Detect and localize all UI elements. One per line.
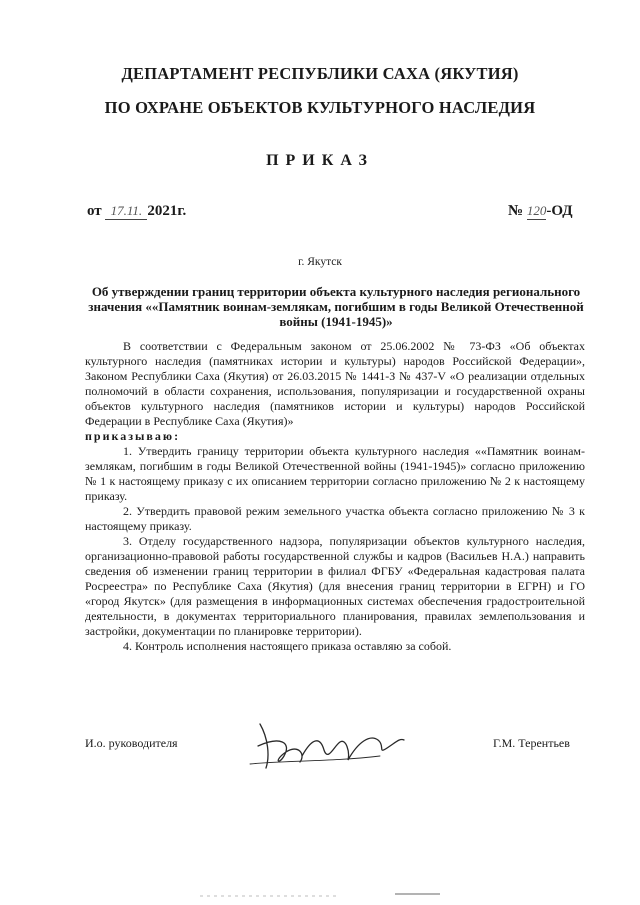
department-name-line1: ДЕПАРТАМЕНТ РЕСПУБЛИКИ САХА (ЯКУТИЯ) <box>121 64 519 83</box>
date-prefix: от <box>87 203 102 219</box>
signatory-position: И.о. руководителя <box>85 736 178 750</box>
date-year: 2021г. <box>147 203 187 219</box>
order-number <box>508 203 573 220</box>
item-4: 4. Контроль исполнения настоящего приказа оставляю за собой. <box>123 639 452 653</box>
signatory-name: Г.М. Терентьев <box>493 736 570 750</box>
scan-artifact <box>0 888 640 905</box>
order-title: Об утверждении границ территории объекта культурного наследия регионального значения ««Памятник воинам-землякам, погибшим в годы Великой Отечественной войны (1941-1945)» <box>88 284 584 329</box>
item-2: 2. Утвердить правовой режим земельного участка объекта согласно приложению № 3 к настоящему приказу. <box>85 504 585 533</box>
number-prefix: № <box>508 203 524 219</box>
item-1: 1. Утвердить границу территории объекта культурного наследия ««Памятник воинам-землякам, погибшим в годы Великой Отечественной войны (1941-1945)» согласно приложению № 1 к настоящему приказу с их описанием территории согласно приложению № 2 к настоящему приказу. <box>85 444 585 503</box>
date-handwritten: 17.11. <box>105 203 147 220</box>
item-3: 3. Отделу государственного надзора, популяризации объектов культурного наследия, организационно-правовой работы государственной службы и кадров (Васильев Н.А.) направить сведения об изменении границ территории в филиал ФГБУ «Федеральная кадастровая палата Росреестра» по Республике Саха (Якутия) (для внесения границ территории в ЕГРН) и ГО «город Якутск» (для размещения в информационных системах обеспечения градостроительной деятельности, в документах территориального планирования, правилах землепользования и застройки, документации по планировке территории). <box>85 534 585 638</box>
order-date <box>87 203 186 220</box>
preamble-paragraph: В соответствии с Федеральным законом от 25.06.2002 № 73-ФЗ «Об объектах культурного наследия (памятниках истории и культуры) народов Российской Федерации», Законом Республики Саха (Якутия) от 26.03.2015 № 1441-З № 437-V «О реализации отдельных полномочий в области сохранения, использования, популяризации и государственной охраны объектов культурного наследия (памятников истории и культуры) народов Российской Федерации в Республике Саха (Якутия)» <box>85 339 585 428</box>
document-type: ПРИКАЗ <box>266 152 374 169</box>
handwritten-signature <box>240 716 410 776</box>
department-name-line2: ПО ОХРАНЕ ОБЪЕКТОВ КУЛЬТУРНОГО НАСЛЕДИЯ <box>104 98 536 117</box>
order-body <box>85 339 585 654</box>
number-handwritten: 120 <box>526 203 547 218</box>
number-suffix: -ОД <box>546 203 573 219</box>
order-word: приказываю: <box>85 429 181 443</box>
city: г. Якутск <box>298 256 342 268</box>
